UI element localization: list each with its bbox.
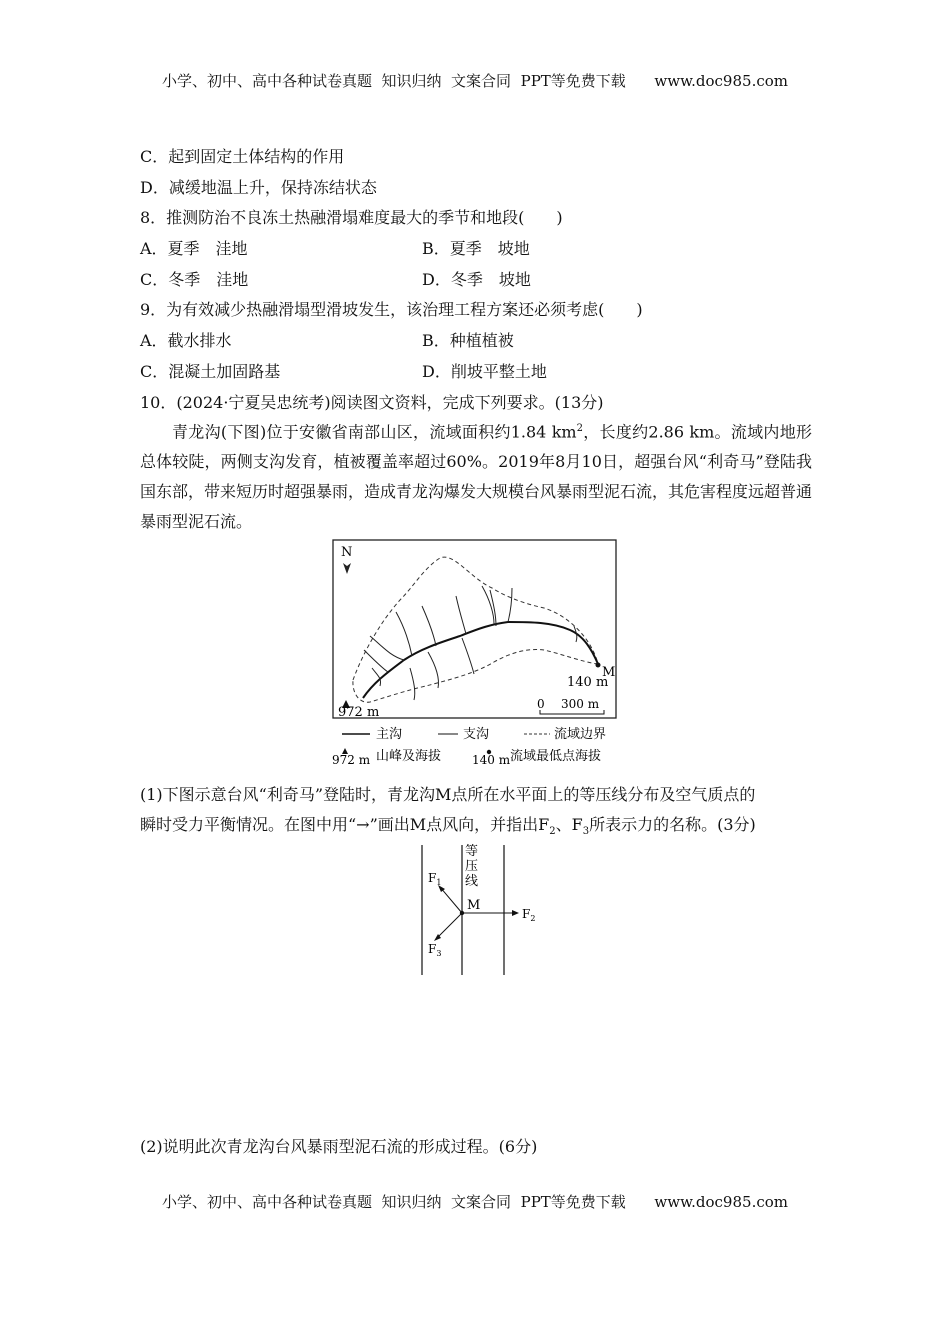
q9-stem: 9．为有效减少热融滑塌型滑坡发生，该治理工程方案还必须考虑( )	[140, 300, 643, 319]
q7-option-c: C．起到固定土体结构的作用	[140, 147, 345, 166]
force-m-label: M	[467, 898, 481, 913]
f1-sub: 1	[436, 878, 442, 887]
isobar-label-1: 等	[465, 844, 479, 859]
legend-low-label: 流域最低点海拔	[510, 749, 602, 764]
north-label: N	[341, 545, 353, 560]
page-footer: 小学、初中、高中各种试卷真题 知识归纳 文案合同 PPT等免费下载 www.doc985.com	[161, 1193, 788, 1211]
q8-option-d: D．冬季 坡地	[422, 270, 531, 289]
f1-arrow	[440, 887, 462, 913]
q8-option-a: A．夏季 洼地	[140, 239, 248, 258]
sub1-text-b: 、F	[555, 815, 583, 834]
q10-sub2: (2)说明此次青龙沟台风暴雨型泥石流的形成过程。(6分)	[140, 1137, 538, 1156]
isobar-label-2: 压	[465, 859, 479, 874]
legend-low-elev: 140 m	[472, 753, 511, 767]
f3-arrow	[437, 913, 462, 938]
q10-passage	[140, 414, 812, 537]
q9-option-a: A．截水排水	[140, 331, 232, 350]
q7-option-d: D．减缓地温上升，保持冻结状态	[140, 178, 377, 197]
watershed-map	[330, 538, 620, 778]
legend-peak-label: 山峰及海拔	[376, 749, 442, 764]
q8-option-c: C．冬季 洼地	[140, 270, 249, 289]
f3-label	[428, 942, 441, 958]
f2-label	[522, 907, 535, 923]
point-m-label: M	[602, 665, 616, 680]
q10-stem: 10．(2024·宁夏吴忠统考)阅读图文资料，完成下列要求。(13分)	[140, 393, 604, 412]
f2-sub: 2	[530, 914, 536, 923]
legend-branch-label: 支沟	[463, 727, 490, 742]
q8-stem: 8．推测防治不良冻土热融滑塌难度最大的季节和地段( )	[140, 208, 563, 227]
f1-label	[428, 871, 441, 887]
q9-option-d: D．削坡平整土地	[422, 362, 547, 381]
lowest-point-marker	[596, 663, 601, 668]
q10-sub1-line1: (1)下图示意台风“利奇马”登陆时，青龙沟M点所在水平面上的等压线分布及空气质点的	[140, 785, 756, 804]
force-diagram	[415, 843, 565, 978]
sub1-text-a: 瞬时受力平衡情况。在图中用“→”画出M点风向，并指出F	[140, 815, 550, 834]
q10-passage-part1: 青龙沟(下图)位于安徽省南部山区，流域面积约1.84 km	[172, 422, 577, 442]
low-elevation-label: 140 m	[567, 675, 609, 690]
sub1-text-c: 所表示力的名称。(3分)	[589, 815, 756, 834]
scale-length-label: 300 m	[561, 697, 600, 711]
q8-option-b: B．夏季 坡地	[422, 239, 530, 258]
map-frame	[333, 540, 616, 718]
q9-option-c: C．混凝土加固路基	[140, 362, 281, 381]
legend-boundary-label: 流域边界	[554, 727, 607, 742]
f2-arrowhead-icon	[512, 910, 519, 916]
q10-passage-part2: ，长度约2.86 km。流域内地形总体较陡，两侧支沟发育，植被覆盖率超过60%。2019年8月10日，超强台风“利奇马”登陆我国东部，带来短历时超强暴雨，造成青龙沟爆发大规模台风暴雨型泥石流，其危害程度远超普通暴雨型泥石流。	[140, 422, 813, 532]
f2-text: F	[522, 907, 531, 921]
f1-text: F	[428, 871, 437, 885]
page-header: 小学、初中、高中各种试卷真题 知识归纳 文案合同 PPT等免费下载 www.doc985.com	[161, 72, 788, 90]
q10-passage-sup: 2	[576, 423, 583, 434]
peak-elevation-label: 972 m	[338, 705, 380, 720]
f3-text: F	[428, 942, 437, 956]
sub1-sub-f3: 3	[582, 826, 590, 838]
sub1-sub-f2: 2	[549, 826, 556, 838]
f3-sub: 3	[436, 949, 442, 958]
scale-zero-label: 0	[537, 697, 545, 711]
legend-peak-elev: 972 m	[332, 753, 371, 767]
isobar-label-3: 线	[465, 874, 479, 889]
q10-sub1-line2	[140, 812, 756, 837]
legend-main-label: 主沟	[376, 727, 403, 742]
q9-option-b: B．种植植被	[422, 331, 514, 350]
